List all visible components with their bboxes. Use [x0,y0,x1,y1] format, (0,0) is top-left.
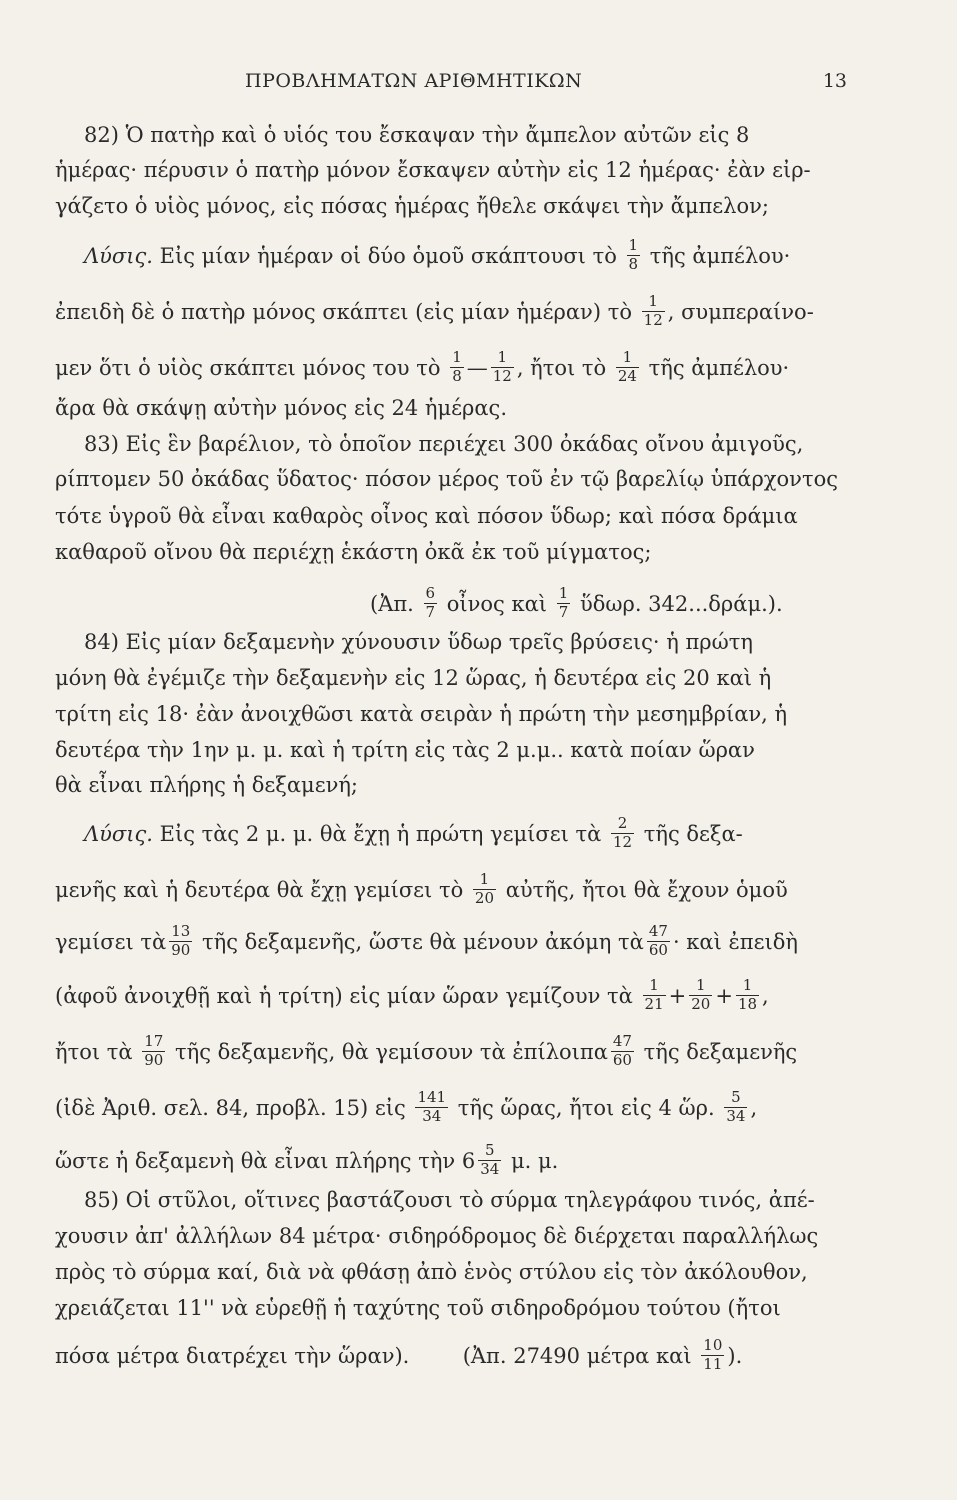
text-span: ὥστε ἡ δεξαμενὴ θὰ εἶναι πλήρης τὴν 6 [55,1148,476,1173]
denominator: 18 [737,994,758,1013]
text-line [55,1141,845,1180]
text-line [55,398,845,419]
problem-84-heading: 84) Εἰς μίαν δεξαμενὴν χύνουσιν ὕδωρ τρεῖς βρύσεις· ἡ πρώτη [84,630,753,654]
answer-text: (Ἀπ. 27490 μέτρα καὶ [462,1343,692,1368]
text-span: αὐτῆς, ἤτοι θὰ ἔχουν ὁμοῦ [505,877,788,902]
fraction [611,816,634,851]
solution-label: Λύσις. [84,243,153,268]
text-span: μ. μ. [511,1148,559,1173]
text-span: γάζετο ὁ υἱὸς μόνος, εἰς πόσας ἡμέρας ἤθελε σκάψει τὴν ἄμπελον; [55,194,769,218]
text-line [55,160,845,181]
numerator: 1 [452,348,462,366]
denominator: 7 [425,602,436,621]
denominator: 34 [422,1106,442,1125]
text-line [55,1262,845,1283]
denominator: 21 [644,994,664,1013]
denominator: 7 [558,602,569,621]
solution-label: Λύσις. [84,821,153,846]
fraction [643,978,666,1013]
text-line [84,434,874,455]
denominator: 20 [691,994,711,1013]
text-span: , συμπεραίνο- [667,299,814,324]
text-span: τῆς ἀμπέλου· [649,243,791,268]
text-line [55,1336,845,1375]
text-line [55,775,845,796]
text-span: οἶνος καὶ [446,591,548,616]
text-span: , [750,1095,758,1120]
fraction [142,1034,165,1069]
numerator: 5 [731,1088,741,1106]
text-span: γεμίσει τὰ [55,929,167,954]
fraction [169,924,192,959]
problem-82-heading: 82) Ὁ πατὴρ καὶ ὁ υἱός του ἔσκαψαν τὴν ἄμπελον αὐτῶν εἰς 8 [84,123,750,147]
fraction [473,872,496,907]
numerator: 1 [497,348,508,366]
text-span: μόνη θὰ ἐγέμιζε τὴν δεξαμενὴν εἰς 12 ὥρας, ἡ δευτέρα εἰς 20 καὶ ἡ [55,666,772,690]
text-span: ). [727,1343,743,1368]
text-line [84,632,874,653]
text-line [84,1190,874,1211]
text-span: (Ἀπ. [370,591,414,616]
text-span: (ἀφοῦ ἀνοιχθῇ καὶ ἡ τρίτη) εἰς μίαν ὥραν γεμίζουν τὰ [55,983,633,1008]
fraction [450,350,464,385]
problem-85-heading: 85) Οἱ στῦλοι, οἵτινες βαστάζουσι τὸ σύρμα τηλεγράφου τινός, ἀπέ- [84,1188,815,1212]
page-number: 13 [822,70,847,92]
text-span: ρίπτομεν 50 ὀκάδας ὕδατος· πόσον μέρος τοῦ ἐν τῷ βαρελίῳ ὑπάρχοντος [55,467,838,491]
plus-sign: + [715,983,733,1008]
numerator: 17 [144,1032,164,1050]
text-line [55,976,845,1015]
text-span: καθαροῦ οἴνου θὰ περιέχῃ ἑκάστη ὀκᾶ ἐκ τοῦ μίγματος; [55,540,652,564]
text-span: Εἰς μίαν ἡμέραν οἱ δύο ὁμοῦ σκάπτουσι τὸ [159,243,617,268]
fraction [478,1143,501,1178]
text-span: τῆς ὥρας, ἤτοι εἰς 4 ὥρ. [457,1095,715,1120]
fraction [736,978,759,1013]
text-line [55,292,845,331]
page-header [0,70,957,100]
text-line [55,1298,845,1319]
text-span: · καὶ ἐπειδὴ [672,929,798,954]
fraction [647,924,670,959]
numerator: 141 [417,1088,447,1106]
numerator: 1 [696,976,706,994]
text-line [84,236,874,275]
text-line [55,870,845,909]
numerator: 5 [485,1141,495,1159]
text-span: , [762,983,769,1008]
denominator: 20 [474,888,494,907]
numerator: 1 [649,976,659,994]
text-span: θὰ εἶναι πλήρης ἡ δεξαμενή; [55,773,359,797]
denominator: 12 [643,310,663,329]
fraction [689,978,712,1013]
text-line [55,922,845,961]
numerator: 10 [703,1336,723,1354]
numerator: 2 [617,814,628,832]
text-span: ὕδωρ. 342...δράμ.). [579,591,783,616]
text-span: ἤτοι τὰ [55,1039,133,1064]
text-span: Εἰς τὰς 2 μ. μ. θὰ ἔχῃ ἡ πρώτη γεμίσει τὰ [159,821,602,846]
text-span: χρειάζεται 11'' νὰ εὑρεθῇ ἡ ταχύτης τοῦ σιδηροδρόμου τούτου (ἤτοι [55,1296,781,1320]
numerator: 1 [479,870,490,888]
fraction [557,586,571,621]
text-span: τῆς ἀμπέλου· [648,355,790,380]
denominator: 8 [628,254,639,273]
text-line [55,506,845,527]
denominator: 90 [144,1050,164,1069]
text-line [55,196,845,217]
text-line [55,1032,845,1071]
text-span: μενῆς καὶ ἡ δευτέρα θὰ ἔχῃ γεμίσει τὸ [55,877,464,902]
text-span: ἡμέρας· πέρυσιν ὁ πατὴρ μόνον ἔσκαψεν αὐτὴν εἰς 12 ἡμέρας· ἐὰν εἰρ- [55,158,811,182]
fraction [611,1034,634,1069]
denominator: 34 [726,1106,746,1125]
denominator: 12 [492,366,512,385]
text-line [84,814,874,853]
text-line [55,469,845,490]
fraction [415,1090,448,1125]
text-span: τῆς δεξαμενῆς [643,1039,798,1064]
fraction [701,1338,724,1373]
fraction [627,238,641,273]
numerator: 1 [742,976,753,994]
text-span: , ἤτοι τὸ [516,355,607,380]
numerator: 47 [612,1032,632,1050]
fraction [424,586,438,621]
text-span: πρὸς τὸ σύρμα καί, διὰ νὰ φθάσῃ ἀπὸ ἑνὸς στύλου εἰς τὸν ἀκόλουθον, [55,1260,808,1284]
text-line [55,542,845,563]
numerator: 1 [648,292,658,310]
denominator: 34 [480,1159,500,1178]
text-line [55,1226,845,1247]
text-span: τῆς δεξαμενῆς, θὰ γεμίσουν τὰ ἐπίλοιπα [175,1039,608,1064]
numerator: 1 [628,236,639,254]
numerator: 47 [648,922,668,940]
numerator: 1 [558,584,569,602]
numerator: 13 [171,922,191,940]
denominator: 11 [703,1354,723,1373]
text-line [55,1088,845,1127]
text-line [84,125,874,146]
numerator: 6 [425,584,436,602]
text-span: δευτέρα τὴν 1ην μ. μ. καὶ ἡ τρίτη εἰς τὰς 2 μ.μ.. κατὰ ποίαν ὥραν [55,738,755,762]
text-span: μεν ὅτι ὁ υἱὸς σκάπτει μόνος του τὸ [55,355,441,380]
denominator: 8 [452,366,462,385]
fraction [491,350,514,385]
fraction [642,294,665,329]
text-line [55,704,845,725]
fraction [616,350,639,385]
text-span: τῆς δεξα- [643,821,743,846]
plus-sign: + [668,983,687,1008]
text-span: (ἰδὲ Ἀριθ. σελ. 84, προβλ. 15) εἰς [55,1095,406,1120]
running-title: ΠΡΟΒΛΗΜΑΤΩΝ ΑΡΙΘΜΗΤΙΚΩΝ [245,70,583,92]
text-line [55,348,845,387]
text-span: τότε ὑγροῦ θὰ εἶναι καθαρὸς οἶνος καὶ πόσον ὕδωρ; καὶ πόσα δράμια [55,504,798,528]
denominator: 12 [612,832,633,851]
minus-sign: — [466,355,488,380]
denominator: 60 [648,940,668,959]
text-span: ἄρα θὰ σκάψῃ αὐτὴν μόνος εἰς 24 ἡμέρας. [55,396,507,420]
text-span: χουσιν ἀπ' ἀλλήλων 84 μέτρα· σιδηρόδρομος δὲ διέρχεται παραλλήλως [55,1224,819,1248]
denominator: 90 [171,940,191,959]
text-span: πόσα μέτρα διατρέχει τὴν ὥραν). [55,1343,410,1368]
fraction [724,1090,747,1125]
text-span: ἐπειδὴ δὲ ὁ πατὴρ μόνος σκάπτει (εἰς μίαν ἡμέραν) τὸ [55,299,632,324]
denominator: 24 [617,366,637,385]
text-span: τρίτη εἰς 18· ἐὰν ἀνοιχθῶσι κατὰ σειρὰν ἡ πρώτη τὴν μεσημβρίαν, ἡ [55,702,788,726]
answer-line [370,584,850,623]
problem-83-heading: 83) Εἰς ἓν βαρέλιον, τὸ ὁποῖον περιέχει 300 ὀκάδας οἴνου ἀμιγοῦς, [84,432,804,456]
numerator: 1 [622,348,633,366]
denominator: 60 [612,1050,632,1069]
text-span: τῆς δεξαμενῆς, ὥστε θὰ μένουν ἀκόμη τὰ [202,929,644,954]
text-line [55,668,845,689]
text-line [55,740,845,761]
